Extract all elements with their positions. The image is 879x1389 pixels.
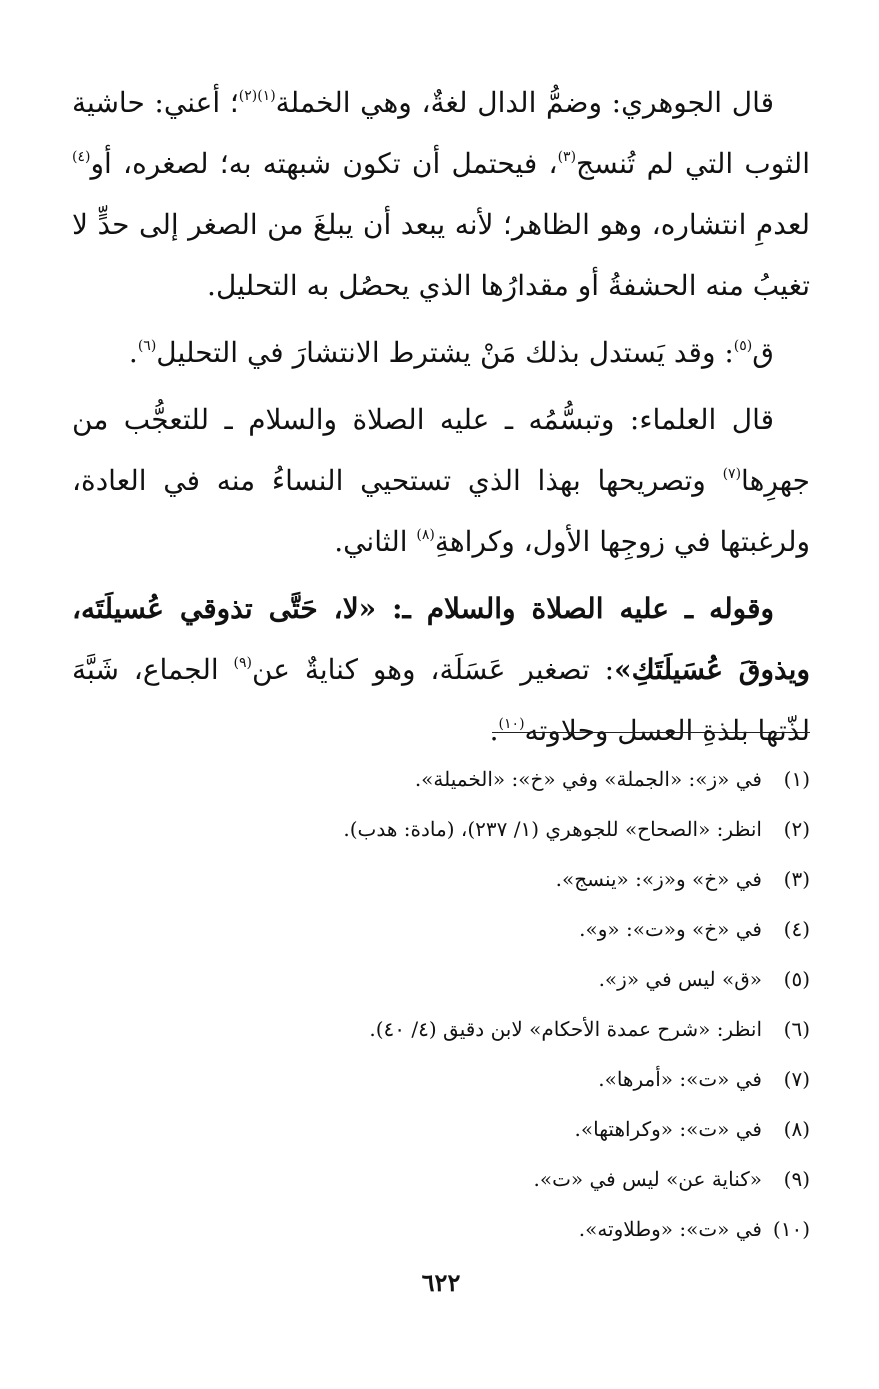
footnote-ref-7[interactable]: (٧) xyxy=(722,466,742,482)
paragraph-1-text-a: قال الجوهري: وضمُّ الدال لغةٌ، وهي الخملة xyxy=(275,86,774,119)
footnote-ref-6[interactable]: (٦) xyxy=(137,338,157,354)
footnote-text: انظر: «شرح عمدة الأحكام» لابن دقيق (٤/ ٤٠). xyxy=(369,1017,762,1041)
footnote-ref-1[interactable]: (١) xyxy=(257,88,276,104)
footnote-text: في «ت»: «وكراهتها». xyxy=(574,1117,762,1141)
footnote-text: في «ت»: «وطلاوته». xyxy=(578,1217,762,1241)
footnote-text: في «خ» و«ز»: «ينسج». xyxy=(555,867,762,891)
footnote-text: «كناية عن» ليس في «ت». xyxy=(533,1167,762,1191)
paragraph-3-text-a: قال العلماء: وتبسُّمُه ـ عليه الصلاة والسلام ـ للتعجُّب من جهرِها xyxy=(72,403,810,497)
footnote-item xyxy=(72,904,810,954)
paragraph-4-text-c: الجماع، شَبَّهَ لذّتها بلذةِ العسل وحلاوته xyxy=(72,653,810,747)
paragraph-1-text-c: ، فيحتمل أن تكون شبهته به؛ لصغره، أو xyxy=(90,147,558,180)
footnote-number: (١٠) xyxy=(772,1217,810,1241)
footnote-text: في «ت»: «أمرها». xyxy=(598,1067,762,1091)
paragraph-4-text-d: . xyxy=(489,714,499,747)
footnote-item xyxy=(72,854,810,904)
footnote-ref-5[interactable]: (٥) xyxy=(733,338,753,354)
paragraph-2-text-b: : وقد يَستدل بذلك مَنْ يشترط الانتشارَ في التحليل xyxy=(156,336,734,369)
footnote-ref-2[interactable]: (٢) xyxy=(238,88,258,104)
footnote-number: (١) xyxy=(783,767,810,791)
paragraph-4-text-a: وقوله ـ عليه الصلاة والسلام ـ: xyxy=(376,592,774,625)
footnote-divider xyxy=(492,732,810,733)
footnote-item xyxy=(72,954,810,1004)
footnote-item xyxy=(72,1154,810,1204)
paragraph-3-text-b: وتصريحها بهذا الذي تستحيي النساءُ منه في العادة، ولرغبتها في زوجِها الأول، وكراهةِ xyxy=(72,464,810,558)
paragraph-1-text-d: لعدمِ انتشاره، وهو الظاهر؛ لأنه يبعد أن يبلغَ من الصغر إلى حدٍّ لا تغيبُ منه الحشفةُ أو مقدارُها الذي يحصُل به التحليل. xyxy=(72,208,810,302)
paragraph-4-text-b: : تصغير عَسَلَة، وهو كنايةٌ عن xyxy=(251,653,615,686)
footnote-item xyxy=(72,1104,810,1154)
footnote-number: (٣) xyxy=(783,867,810,891)
footnote-item xyxy=(72,1054,810,1104)
footnote-number: (٨) xyxy=(783,1117,810,1141)
footnote-item xyxy=(72,754,810,804)
footnote-number: (٢) xyxy=(783,817,810,841)
footnote-ref-10[interactable]: (١٠) xyxy=(498,716,525,732)
hadith-quote: «لا، حَتَّى تذوقي عُسيلَتَه، ويذوقَ عُسَيلَتَكِ» xyxy=(72,592,810,686)
footnote-text: انظر: «الصحاح» للجوهري (١/ ٢٣٧)، (مادة: هدب). xyxy=(343,817,762,841)
footnote-item xyxy=(72,1204,810,1254)
main-text xyxy=(72,72,810,761)
footnotes-list xyxy=(72,754,810,1254)
footnote-text: «ق» ليس في «ز». xyxy=(598,967,762,991)
footnote-ref-8[interactable]: (٨) xyxy=(416,527,435,543)
footnote-number: (٩) xyxy=(783,1167,810,1191)
book-page xyxy=(72,72,810,1332)
paragraph-2-text-a: ق xyxy=(752,336,774,369)
footnote-number: (٤) xyxy=(783,917,810,941)
footnote-text: في «خ» و«ت»: «و». xyxy=(579,917,762,941)
footnote-number: (٥) xyxy=(783,967,810,991)
paragraph-1 xyxy=(72,72,810,316)
footnote-item xyxy=(72,1004,810,1054)
footnote-number: (٧) xyxy=(783,1067,810,1091)
paragraph-1-text-b: ؛ أعني: حاشية الثوب التي لم تُنسج xyxy=(72,86,810,180)
footnote-item xyxy=(72,804,810,854)
paragraph-2 xyxy=(72,322,810,383)
footnote-text: في «ز»: «الجملة» وفي «خ»: «الخميلة». xyxy=(414,767,762,791)
footnote-number: (٦) xyxy=(783,1017,810,1041)
paragraph-4 xyxy=(72,578,810,761)
paragraph-3 xyxy=(72,389,810,572)
paragraph-2-text-c: . xyxy=(128,336,138,369)
footnote-ref-3[interactable]: (٣) xyxy=(557,149,577,165)
footnote-ref-9[interactable]: (٩) xyxy=(233,655,252,671)
footnote-ref-4[interactable]: (٤) xyxy=(72,149,91,165)
paragraph-3-text-c: الثاني. xyxy=(334,525,417,558)
page-number: ٦٢٢ xyxy=(421,1268,461,1297)
